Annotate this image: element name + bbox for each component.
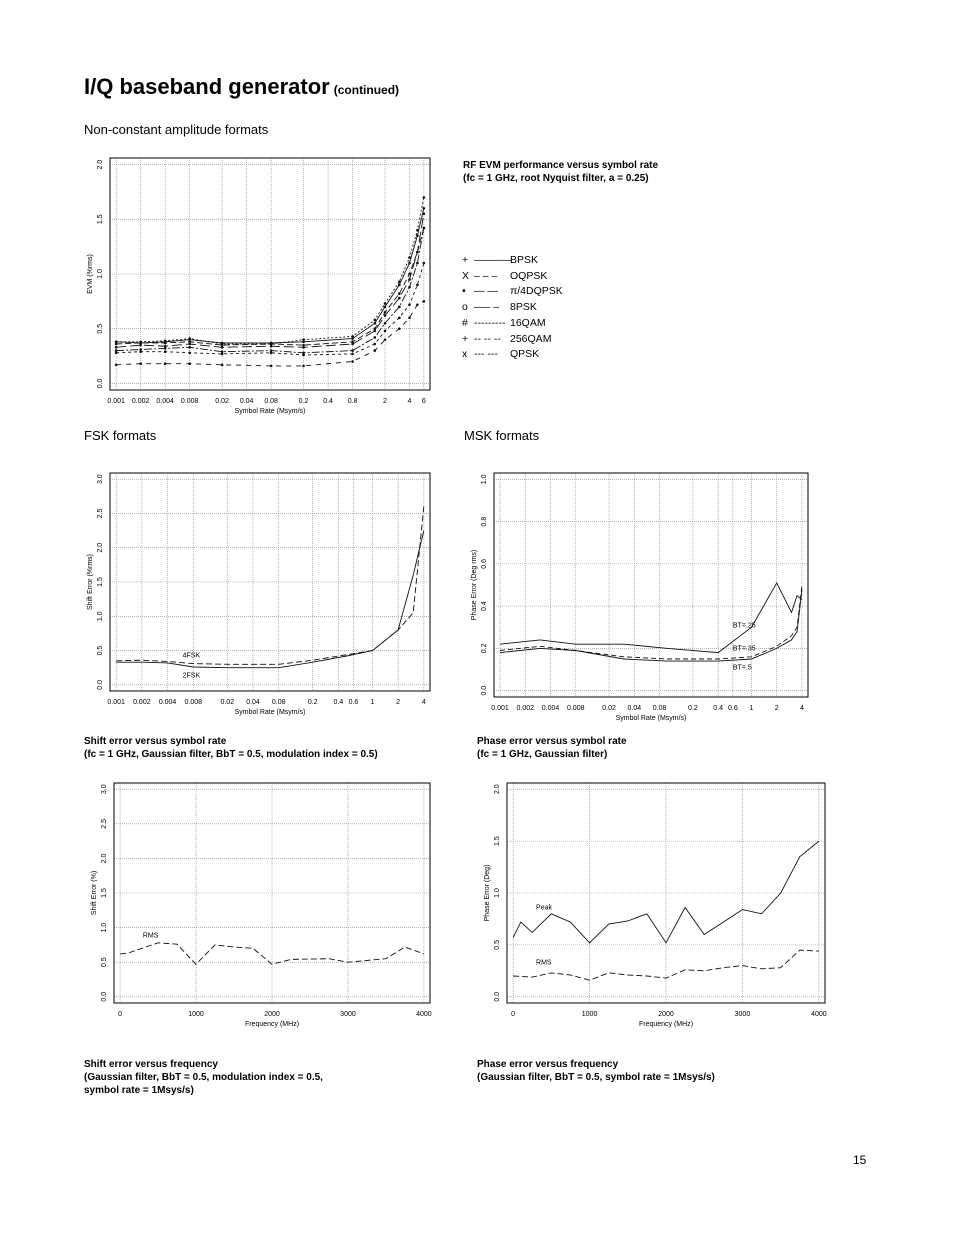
legend-row [462,347,563,363]
legend-symbol: X [462,269,470,282]
legend-row [462,300,563,316]
x-tick-label: 6 [421,398,426,405]
plot-frame [494,473,808,697]
data-point [374,330,377,333]
data-point [188,337,191,340]
x-tick-label: 0.4 [333,699,344,706]
x-tick-label: 0.002 [131,398,150,405]
x-tick-label: 1000 [188,1011,204,1018]
data-point [302,346,305,349]
x-tick-label: 0.04 [627,705,642,712]
y-tick-label: 3.0 [101,784,108,795]
evm-legend [462,253,563,363]
data-point [374,343,377,346]
data-point [416,229,419,232]
data-point [398,297,401,300]
x-tick-label: 0 [118,1011,123,1018]
y-tick-label: 0.5 [494,940,501,950]
data-point [115,351,118,354]
y-axis-label: Phase Error (Deg) [484,864,491,922]
phasefreq-caption-line-1: Phase error versus frequency [477,1059,619,1070]
data-point [423,207,426,210]
y-tick-label: 0.5 [101,957,108,968]
evm-chart [80,150,440,420]
y-tick-label: 0.5 [96,645,104,656]
x-tick-label: 0.6 [728,705,738,712]
y-tick-label: 1.0 [494,888,501,898]
x-tick-label: 0.02 [220,699,235,706]
data-point [384,314,387,317]
legend-line: --------- [474,316,506,329]
data-point [384,322,387,325]
legend-label: OQPSK [510,269,548,282]
chart-annotation: 2FSK [182,672,201,680]
data-point [416,251,419,254]
data-point [398,292,401,295]
fsk-chart [80,465,440,725]
data-point [374,319,377,322]
x-tick-label: 0.08 [264,398,278,405]
chart-annotation: BT=.5 [732,664,752,672]
data-point [221,364,224,367]
x-axis-label: Frequency (MHz) [638,1021,694,1028]
y-tick-label: 0.0 [494,991,501,1002]
x-tick-label: 2 [774,705,779,712]
data-point [408,286,411,289]
chart-annotation: RMS [142,932,159,940]
msk-caption [477,735,627,761]
x-tick-label: 0.2 [307,699,318,706]
shiftfreq-caption [84,1058,323,1097]
data-point [270,343,273,346]
y-tick-label: 0.0 [97,378,104,389]
legend-line: ——–— [474,254,512,266]
x-tick-label: 0.001 [107,699,125,706]
y-tick-label: 1.5 [97,214,104,225]
data-point [188,346,191,349]
data-point [398,280,401,283]
y-tick-label: 0.0 [97,679,104,690]
data-point [408,256,411,259]
data-point [398,306,401,309]
fsk-caption [84,735,378,761]
series-line [116,228,424,353]
page-title-suffix: (continued) [333,83,400,97]
x-axis-label: Symbol Rate (Msym/s) [234,408,306,415]
evm-caption-line-1: RF EVM performance versus symbol rate [463,160,659,171]
y-axis-label: Shift Error (%rms) [87,554,94,610]
data-point [302,338,305,341]
data-point [374,322,377,325]
x-tick-label: 0.02 [602,705,616,712]
y-tick-label: 2.5 [97,508,104,519]
phasefreq-caption [477,1058,715,1084]
legend-row [462,269,563,285]
series-line [116,208,424,343]
legend-line: --- --- [474,348,498,361]
y-tick-label: 1.0 [97,269,104,279]
x-tick-label: 0.6 [348,699,359,706]
x-tick-label: 0.4 [323,398,333,405]
data-point [188,362,191,365]
y-tick-label: 1.0 [481,474,488,485]
shiftfreq-caption-line-3: symbol rate = 1Msys/s) [84,1085,194,1096]
legend-line: — — [474,285,498,298]
data-point [221,353,224,356]
fsk-caption-line-1: Shift error versus symbol rate [84,736,227,747]
shiftfreq-chart [80,775,440,1040]
y-tick-label: 2.5 [101,818,108,829]
series-line [116,507,424,665]
legend-label: BPSK [510,254,539,266]
legend-row [462,316,563,332]
data-point [221,346,224,349]
data-point [408,262,411,265]
section-fsk: FSK formats [84,428,157,443]
evm-caption-line-2: (fc = 1 GHz, root Nyquist filter, a = 0.25) [463,173,649,184]
x-tick-label: 4 [421,699,426,706]
x-tick-label: 1 [370,699,375,706]
page-title: I/Q baseband generator (continued) [84,74,400,99]
data-point [302,365,305,368]
x-axis-label: Symbol Rate (Msym/s) [615,715,687,722]
y-tick-label: 0.4 [481,601,488,611]
evm-caption [463,159,658,185]
series-line [116,228,424,345]
data-point [423,213,426,216]
fsk-caption-line-2: (fc = 1 GHz, Gaussian filter, BbT = 0.5, modulation index = 0.5) [84,749,378,760]
x-tick-label: 0.001 [491,705,509,712]
x-tick-label: 0.08 [271,699,286,706]
data-point [188,351,191,354]
chart-annotation: Peak [536,904,553,912]
x-tick-label: 2 [383,398,387,405]
data-point [398,327,401,330]
phasefreq-caption-line-2: (Gaussian filter, BbT = 0.5, symbol rate = 1Msys/s) [477,1072,715,1083]
data-point [115,364,118,367]
data-point [374,349,377,352]
x-tick-label: 0.002 [133,699,151,706]
series-line [500,585,802,659]
y-axis-label: EVM (%rms) [87,254,94,294]
legend-symbol: # [462,316,468,329]
x-tick-label: 0.02 [215,398,229,405]
data-point [351,335,354,338]
x-tick-label: 0.2 [688,705,698,712]
x-tick-label: 0.2 [298,398,309,405]
data-point [398,316,401,319]
legend-symbol: • [462,285,466,298]
series-line [500,589,802,661]
data-point [374,336,377,339]
data-point [423,262,426,265]
x-tick-label: 4000 [811,1011,827,1018]
series-line [116,214,424,347]
data-point [408,316,411,319]
x-tick-label: 0.004 [156,398,174,405]
data-point [115,341,118,344]
legend-symbol: x [462,348,468,361]
x-tick-label: 4 [800,705,804,712]
x-tick-label: 1000 [581,1011,598,1018]
x-tick-label: 0 [511,1011,516,1018]
x-tick-label: 0.04 [239,398,254,405]
data-point [423,196,426,199]
chart-annotation: RMS [536,959,552,967]
x-axis-label: Symbol Rate (Msym/s) [234,709,306,716]
chart-annotation: BT=.35 [732,645,756,653]
data-point [384,338,387,341]
legend-label: 16QAM [510,316,546,329]
data-point [398,284,401,287]
x-tick-label: 3000 [734,1011,751,1018]
y-tick-label: 1.0 [97,611,104,622]
y-axis-label: Shift Error (%) [91,870,98,916]
chart-annotation: 4FSK [182,652,201,660]
data-point [270,351,273,354]
data-point [384,302,387,305]
data-point [302,354,305,357]
data-point [188,343,191,346]
y-tick-label: 2.0 [494,784,501,795]
data-point [164,362,167,365]
data-point [408,278,411,281]
msk-caption-line-2: (fc = 1 GHz, Gaussian filter) [477,749,608,760]
data-point [164,347,167,350]
y-tick-label: 0.5 [97,323,104,334]
data-point [139,341,142,344]
data-point [416,303,419,306]
page-number: 15 [853,1153,867,1167]
data-point [384,311,387,314]
data-point [408,303,411,306]
data-point [384,330,387,333]
data-point [164,339,167,342]
y-tick-label: 1.5 [494,836,501,846]
series-line [116,531,424,668]
data-point [351,360,354,363]
data-point [351,349,354,352]
data-point [139,350,142,353]
section-nonconstant: Non-constant amplitude formats [84,122,269,137]
msk-chart [460,465,820,725]
shiftfreq-caption-line-2: (Gaussian filter, BbT = 0.5, modulation index = 0.5, [84,1072,323,1083]
x-tick-label: 0.004 [541,705,560,712]
y-tick-label: 0.0 [481,685,488,696]
phasefreq-chart [475,775,835,1040]
msk-caption-line-1: Phase error versus symbol rate [477,736,627,747]
data-point [139,362,142,365]
data-point [384,306,387,309]
series-line [116,263,424,355]
x-tick-label: 4 [407,398,412,405]
x-tick-label: 2000 [264,1011,280,1018]
legend-line: – – – [474,269,498,282]
section-msk: MSK formats [464,428,540,443]
x-tick-label: 0.001 [107,398,125,405]
y-tick-label: 0.8 [481,516,488,527]
data-point [416,284,419,287]
x-tick-label: 2 [396,699,401,706]
data-point [164,350,167,353]
data-point [416,262,419,265]
data-point [351,343,354,346]
legend-symbol: o [462,301,468,314]
y-tick-label: 3.0 [97,474,104,485]
x-tick-label: 3000 [340,1011,356,1018]
x-axis-label: Frequency (MHz) [244,1021,300,1028]
x-tick-label: 1 [749,705,754,712]
data-point [115,346,118,349]
legend-symbol: + [462,254,469,266]
data-point [270,365,273,368]
x-tick-label: 0.008 [184,699,203,706]
legend-row [462,284,563,300]
x-tick-label: 0.008 [566,705,585,712]
legend-row [462,253,563,269]
x-tick-label: 0.04 [246,699,260,706]
y-tick-label: 1.5 [101,888,108,898]
data-point [351,353,354,356]
x-tick-label: 0.8 [347,398,358,405]
y-tick-label: 2.0 [97,542,104,553]
data-point [423,227,426,230]
legend-row [462,332,563,348]
data-point [139,344,142,347]
x-tick-label: 0.08 [652,705,667,712]
y-tick-label: 2.0 [97,159,104,170]
legend-label: 8PSK [510,301,537,314]
x-tick-label: 0.004 [158,699,177,706]
data-point [221,343,224,346]
x-tick-label: 0.008 [180,398,199,405]
x-tick-label: 4000 [416,1011,432,1018]
legend-label: 256QAM [510,332,552,345]
legend-label: π/4DQPSK [510,285,563,298]
y-tick-label: 2.0 [101,853,108,864]
legend-symbol: + [462,332,469,345]
x-tick-label: 0.4 [713,705,724,712]
x-tick-label: 2000 [658,1011,674,1018]
y-tick-label: 0.0 [101,991,108,1002]
y-tick-label: 1.0 [101,922,108,933]
chart-annotation: BT=.25 [732,622,756,630]
legend-line: -- -- -- [474,332,501,345]
y-axis-label: Phase Error (Deg rms) [471,549,478,621]
x-tick-label: 0.002 [516,705,535,712]
y-tick-label: 1.5 [97,577,104,587]
legend-label: QPSK [510,348,540,361]
y-tick-label: 0.6 [481,559,488,569]
y-tick-label: 0.2 [481,643,488,654]
shiftfreq-caption-line-1: Shift error versus frequency [84,1059,218,1070]
legend-line: —– – [474,301,500,314]
series-line [500,583,802,653]
data-point [423,300,426,303]
